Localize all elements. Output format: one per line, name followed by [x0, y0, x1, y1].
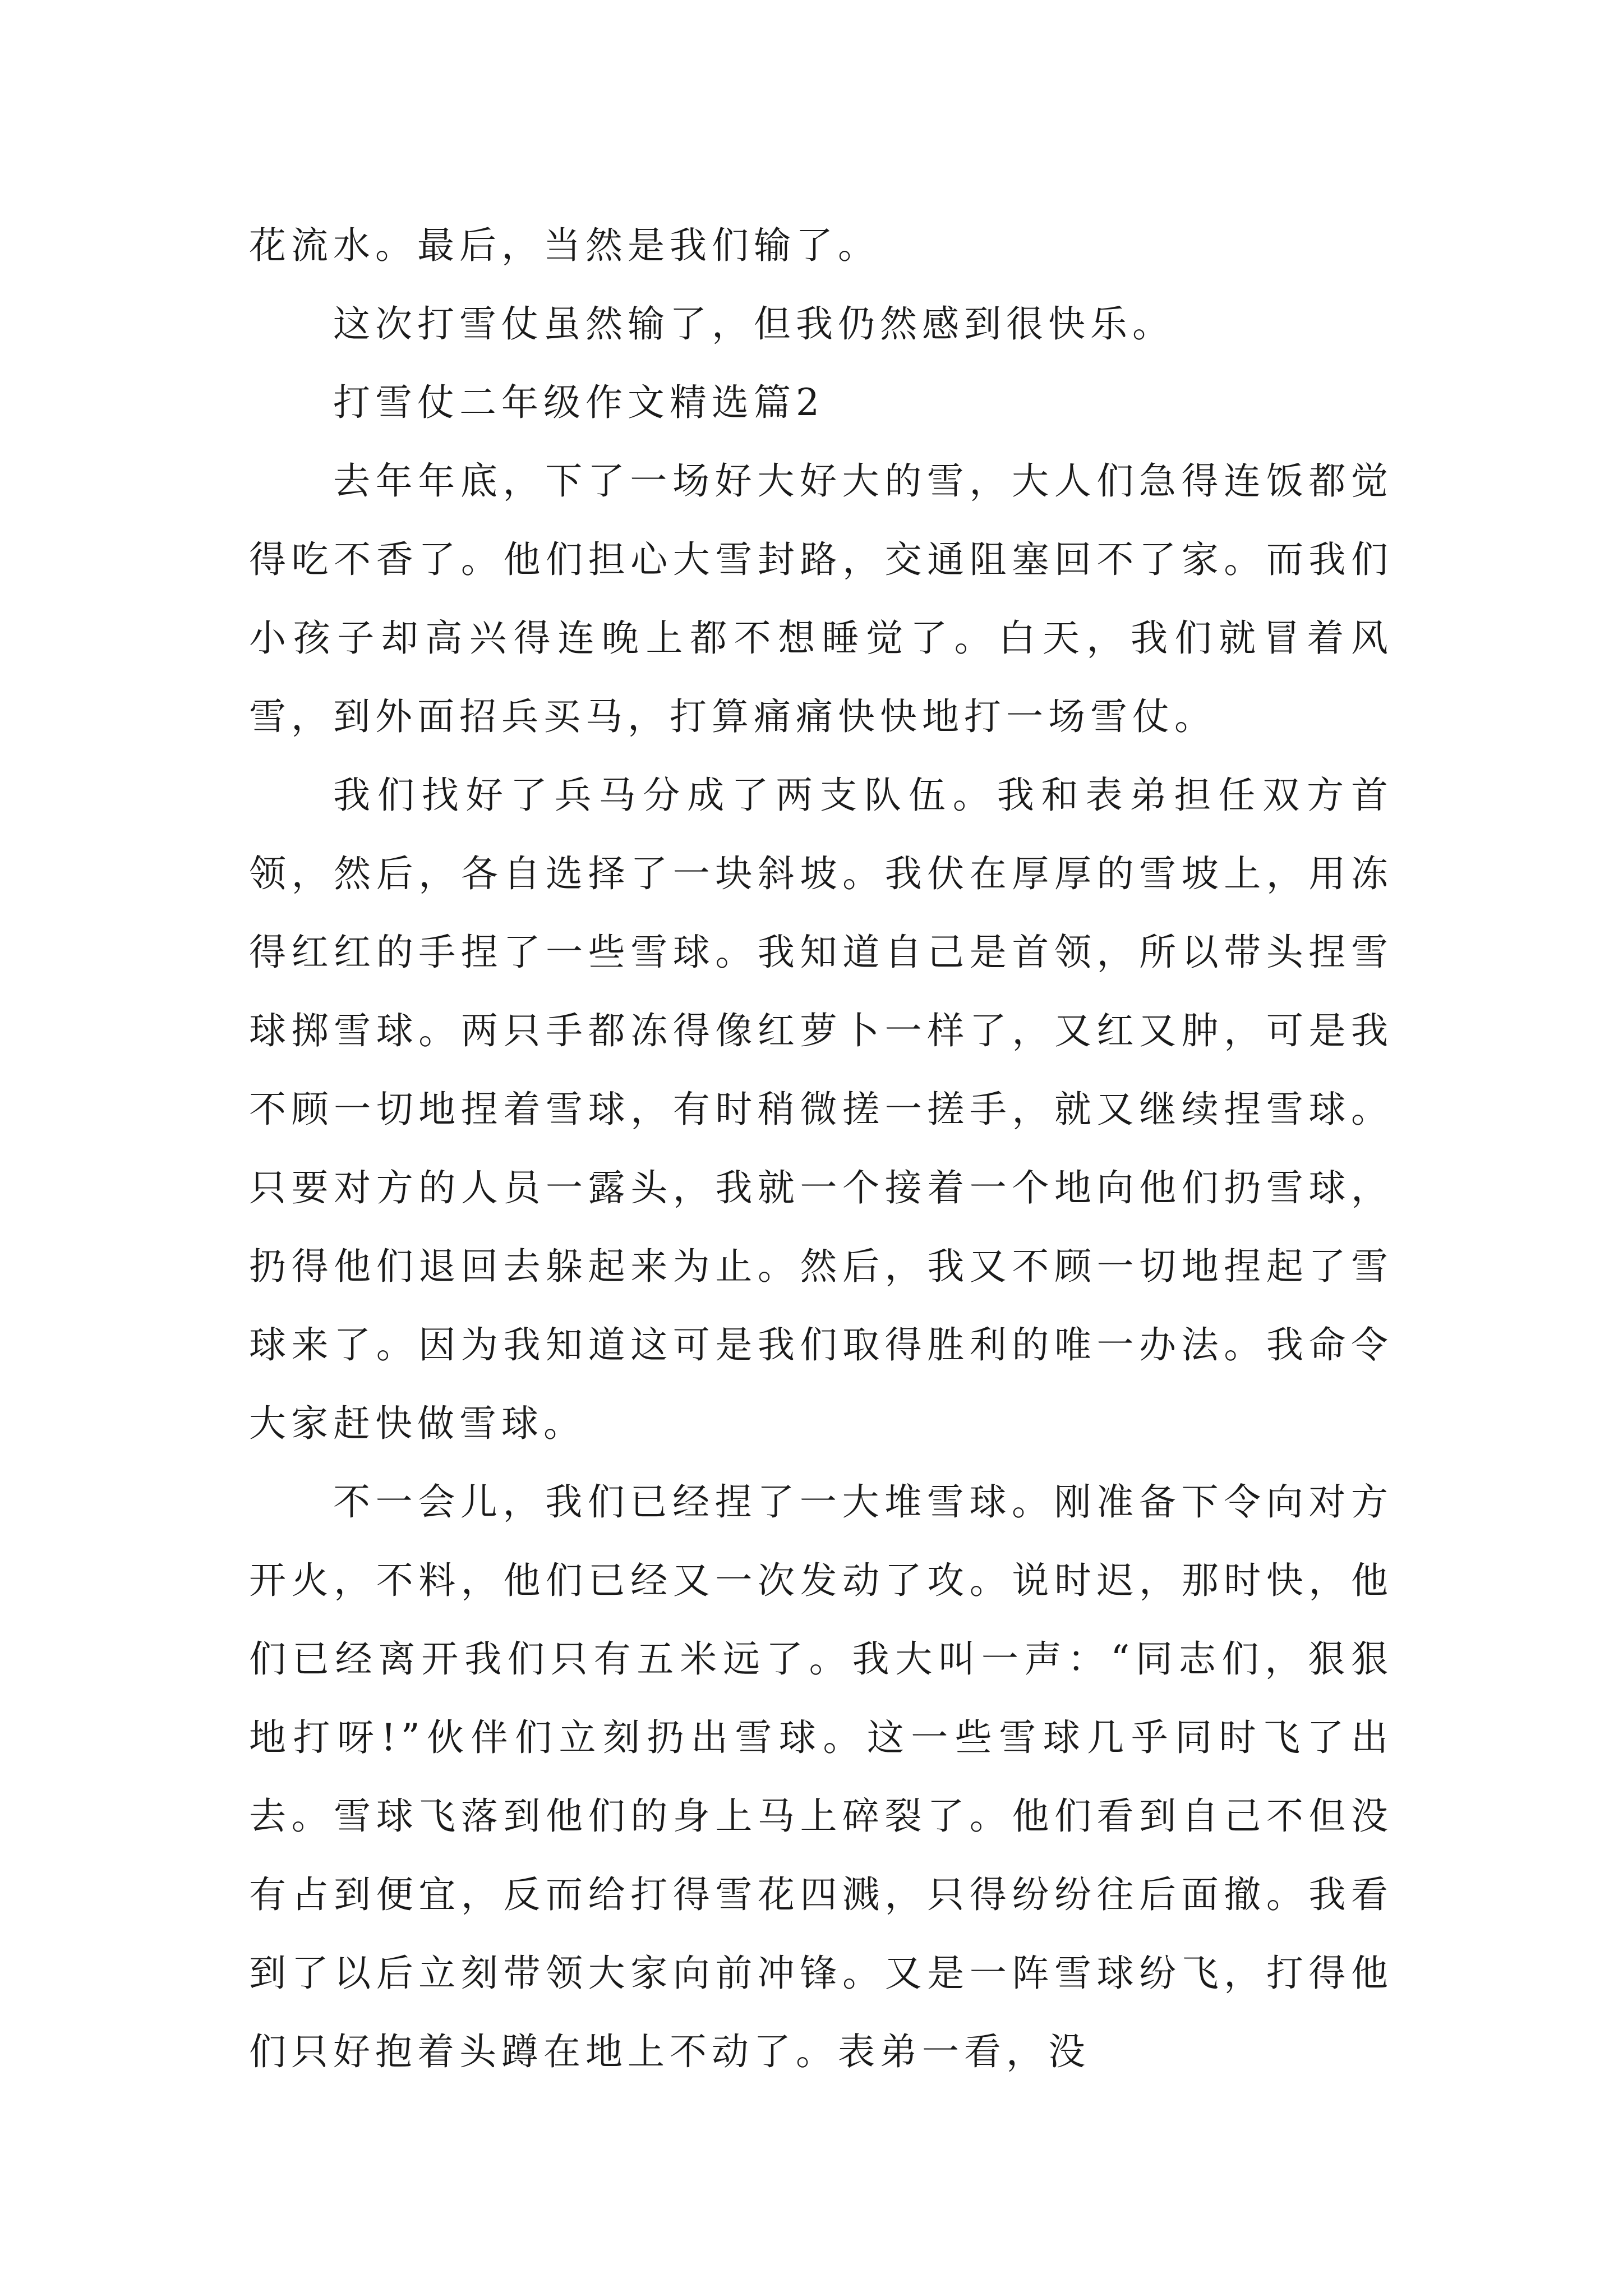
paragraph: 我们找好了兵马分成了两支队伍。我和表弟担任双方首领，然后，各自选择了一块斜坡。我伏在厚厚的雪坡上，用冻得红红的手捏了一些雪球。我知道自己是首领，所以带头捏雪球掷雪球。两只手都冻得像红萝卜一样了，又红又肿，可是我不顾一切地捏着雪球，有时稍微搓一搓手，就又继续捏雪球。只要对方的人员一露头，我就一个接着一个地向他们扔雪球，扔得他们退回去躲起来为止。然后，我又不顾一切地捏起了雪球来了。因为我知道这可是我们取得胜利的唯一办法。我命令大家赶快做雪球。 [249, 774, 1393, 1445]
essay-heading: 打雪仗二年级作文精选篇2 [333, 381, 824, 424]
paragraph: 这次打雪仗虽然输了，但我仍然感到很快乐。 [333, 302, 1174, 346]
document-body [249, 206, 1393, 2091]
paragraph-continuation: 花流水。最后，当然是我们输了。 [249, 224, 880, 267]
paragraph: 不一会儿，我们已经捏了一大堆雪球。刚准备下令向对方开火，不料，他们已经又一次发动了攻。说时迟，那时快，他们已经离开我们只有五米远了。我大叫一声：“同志们，狠狠地打呀!”伙伴们立刻扔出雪球。这一些雪球几乎同时飞了出去。雪球飞落到他们的身上马上碎裂了。他们看到自己不但没有占到便宜，反而给打得雪花四溅，只得纷纷往后面撤。我看到了以后立刻带领大家向前冲锋。又是一阵雪球纷飞，打得他们只好抱着头蹲在地上不动了。表弟一看，没 [249, 1480, 1393, 2073]
paragraph: 去年年底，下了一场好大好大的雪，大人们急得连饭都觉得吃不香了。他们担心大雪封路，交通阻塞回不了家。而我们小孩子却高兴得连晚上都不想睡觉了。白天，我们就冒着风雪，到外面招兵买马，打算痛痛快快地打一场雪仗。 [249, 459, 1393, 738]
